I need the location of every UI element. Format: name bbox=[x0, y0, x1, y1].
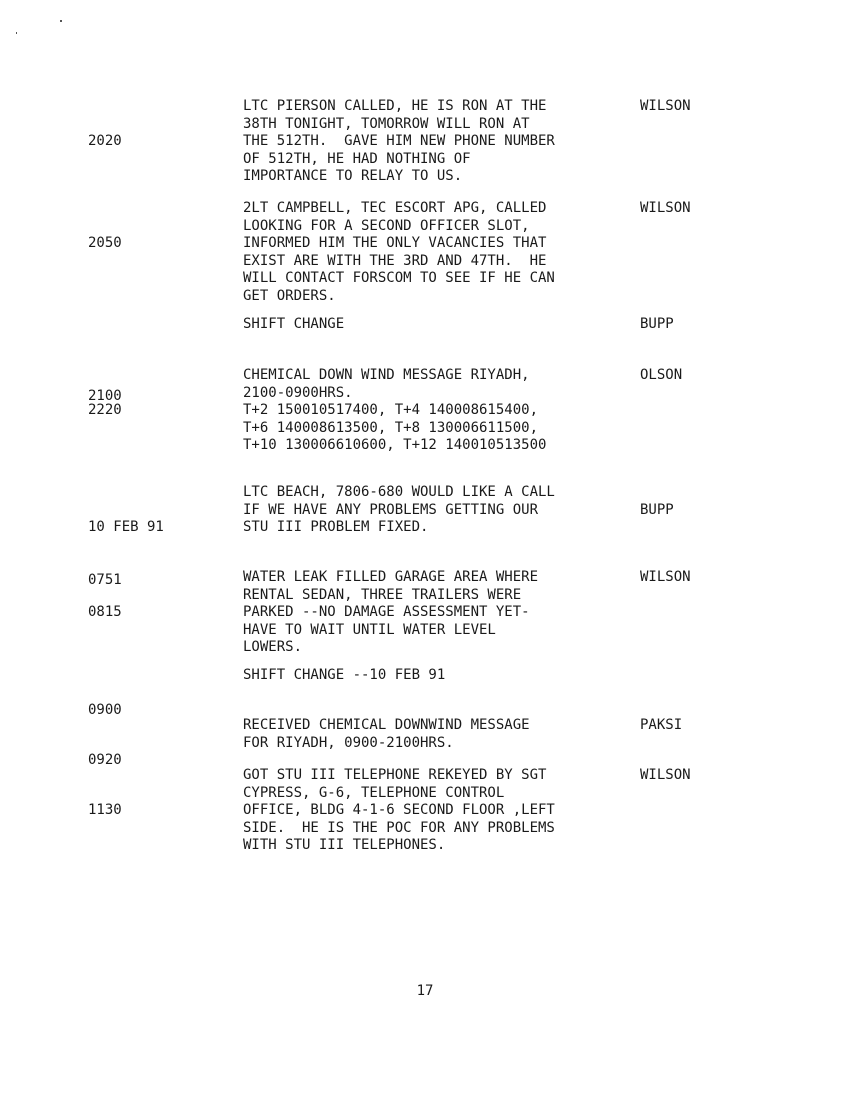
text-line: RENTAL SEDAN, THREE TRAILERS WERE bbox=[243, 586, 522, 603]
entry-text bbox=[243, 98, 633, 186]
text-line: HAVE TO WAIT UNTIL WATER LEVEL bbox=[243, 621, 496, 638]
entry-author: OLSON bbox=[640, 367, 683, 383]
entry-time bbox=[88, 200, 139, 288]
text-line: LTC PIERSON CALLED, HE IS RON AT THE bbox=[243, 98, 547, 114]
text-line: OFFICE, BLDG 4-1-6 SECOND FLOOR ,LEFT bbox=[243, 802, 555, 818]
time-line: 0815 bbox=[88, 604, 122, 620]
time-line: 2100 bbox=[88, 388, 122, 404]
text-line: STU III PROBLEM FIXED. bbox=[243, 519, 429, 535]
entry-author: BUPP bbox=[640, 316, 674, 332]
page-number: 17 bbox=[416, 983, 434, 999]
entry-time bbox=[88, 367, 139, 455]
time-line: 10 FEB 91 bbox=[88, 519, 164, 535]
entry-author: BUPP bbox=[640, 501, 674, 518]
text-line: 2100-0900HRS. bbox=[243, 384, 353, 401]
entry-author: WILSON bbox=[640, 767, 691, 783]
entry-text bbox=[243, 767, 633, 855]
time-line: 1130 bbox=[88, 802, 122, 818]
text-line: IF WE HAVE ANY PROBLEMS GETTING OUR bbox=[243, 501, 539, 518]
text-line: SIDE. HE IS THE POC FOR ANY PROBLEMS bbox=[243, 819, 555, 836]
text-line: LOOKING FOR A SECOND OFFICER SLOT, bbox=[243, 217, 530, 234]
entry-time bbox=[88, 767, 139, 855]
entry-text bbox=[243, 717, 633, 752]
entry-text bbox=[243, 484, 633, 537]
entry-text bbox=[243, 667, 633, 685]
text-line: WITH STU III TELEPHONES. bbox=[243, 837, 446, 853]
text-line: RECEIVED CHEMICAL DOWNWIND MESSAGE bbox=[243, 717, 530, 733]
entry-time bbox=[88, 569, 139, 657]
entry-text bbox=[243, 200, 633, 305]
text-line: T+6 140008613500, T+8 130006611500, bbox=[243, 419, 539, 436]
text-line: 38TH TONIGHT, TOMORROW WILL RON AT bbox=[243, 115, 530, 132]
entry-text bbox=[243, 367, 633, 455]
entry-text bbox=[243, 569, 633, 657]
text-line: GET ORDERS. bbox=[243, 287, 336, 304]
entry-author: WILSON bbox=[640, 98, 691, 114]
text-line: LTC BEACH, 7806-680 WOULD LIKE A CALL bbox=[243, 484, 555, 500]
text-line: THE 512TH. GAVE HIM NEW PHONE NUMBER bbox=[243, 133, 555, 149]
text-line: SHIFT CHANGE bbox=[243, 316, 345, 332]
entry-text bbox=[243, 316, 633, 334]
text-line: GOT STU III TELEPHONE REKEYED BY SGT bbox=[243, 767, 547, 783]
time-line: 0900 bbox=[88, 702, 122, 718]
text-line: T+10 130006610600, T+12 140010513500 bbox=[243, 437, 547, 453]
text-line: SHIFT CHANGE --10 FEB 91 bbox=[243, 667, 446, 683]
text-line: T+2 150010517400, T+4 140008615400, bbox=[243, 402, 539, 418]
scan-speck bbox=[60, 20, 62, 22]
text-line: OF 512TH, HE HAD NOTHING OF bbox=[243, 150, 471, 167]
text-line: 2LT CAMPBELL, TEC ESCORT APG, CALLED bbox=[243, 200, 547, 216]
text-line: INFORMED HIM THE ONLY VACANCIES THAT bbox=[243, 235, 547, 251]
text-line: CHEMICAL DOWN WIND MESSAGE RIYADH, bbox=[243, 367, 530, 383]
entry-author: WILSON bbox=[640, 200, 691, 216]
entry-time bbox=[88, 98, 139, 186]
text-line: FOR RIYADH, 0900-2100HRS. bbox=[243, 734, 454, 751]
time-line: 2050 bbox=[88, 235, 122, 251]
text-line: CYPRESS, G-6, TELEPHONE CONTROL bbox=[243, 784, 505, 801]
scan-speck bbox=[16, 32, 17, 34]
text-line: LOWERS. bbox=[243, 639, 303, 655]
text-line: IMPORTANCE TO RELAY TO US. bbox=[243, 168, 463, 184]
text-line: WATER LEAK FILLED GARAGE AREA WHERE bbox=[243, 569, 539, 585]
time-line: 2220 bbox=[88, 402, 122, 418]
entry-author: PAKSI bbox=[640, 717, 683, 733]
entry-author: WILSON bbox=[640, 569, 691, 585]
time-line: 0751 bbox=[88, 571, 122, 588]
time-line: 0920 bbox=[88, 752, 122, 768]
text-line: EXIST ARE WITH THE 3RD AND 47TH. HE bbox=[243, 252, 547, 269]
text-line: PARKED --NO DAMAGE ASSESSMENT YET- bbox=[243, 604, 530, 620]
text-line: WILL CONTACT FORSCOM TO SEE IF HE CAN bbox=[243, 270, 555, 286]
time-line: 2020 bbox=[88, 133, 122, 149]
